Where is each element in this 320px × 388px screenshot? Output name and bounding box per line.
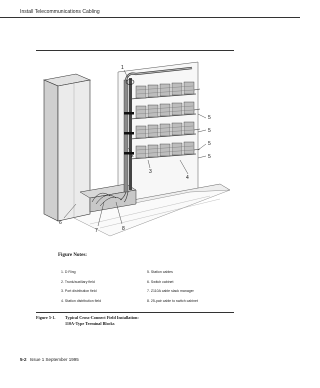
note-item: 6. Switch cabinet bbox=[147, 279, 174, 284]
note-item: 7. Z110A cable slack manager bbox=[147, 289, 194, 294]
note-item: 8. 25-pair cable to switch cabinet bbox=[147, 298, 198, 303]
caption-line-1: Typical Cross-Connect Field Installation: bbox=[65, 315, 139, 320]
caption-line-2: 110A-Type Terminal Blocks bbox=[65, 320, 115, 326]
callout-7: 7 bbox=[95, 228, 98, 234]
note-item: 5. Station cables bbox=[147, 270, 173, 274]
figure-caption bbox=[36, 315, 139, 326]
note-item: 1. D Ring bbox=[61, 270, 76, 274]
note-item: 3. Port distribution field bbox=[61, 289, 97, 294]
callout-2: 2 bbox=[131, 153, 134, 159]
figure-top-rule bbox=[36, 50, 234, 51]
page-footer bbox=[20, 357, 79, 362]
callout-5d: 5 bbox=[208, 154, 211, 160]
callout-8: 8 bbox=[122, 226, 125, 232]
callout-5c: 5 bbox=[208, 141, 211, 147]
callout-4: 4 bbox=[186, 175, 189, 181]
running-header: Install Telecommunications Cabling bbox=[20, 9, 100, 15]
issue-date: Issue 1 September 1995 bbox=[29, 357, 79, 362]
callout-6: 6 bbox=[59, 220, 62, 226]
figure-bottom-rule bbox=[36, 312, 234, 313]
figure-notes-col-1 bbox=[61, 268, 101, 306]
figure-notes-col-2 bbox=[147, 268, 198, 306]
callout-5a: 5 bbox=[208, 115, 211, 121]
figure-number: Figure 5-1. bbox=[36, 315, 56, 320]
page-number: 5-2 bbox=[20, 357, 27, 362]
note-item: 4. Station distribution field bbox=[61, 298, 102, 303]
cross-connect-illustration bbox=[40, 56, 240, 240]
figure-notes-title: Figure Notes: bbox=[58, 253, 87, 258]
header-rule bbox=[0, 17, 300, 18]
note-item: 2. Trunk/auxiliary field bbox=[61, 279, 95, 284]
callout-3: 3 bbox=[149, 169, 152, 175]
callout-5b: 5 bbox=[208, 128, 211, 134]
callout-1: 1 bbox=[121, 65, 124, 71]
